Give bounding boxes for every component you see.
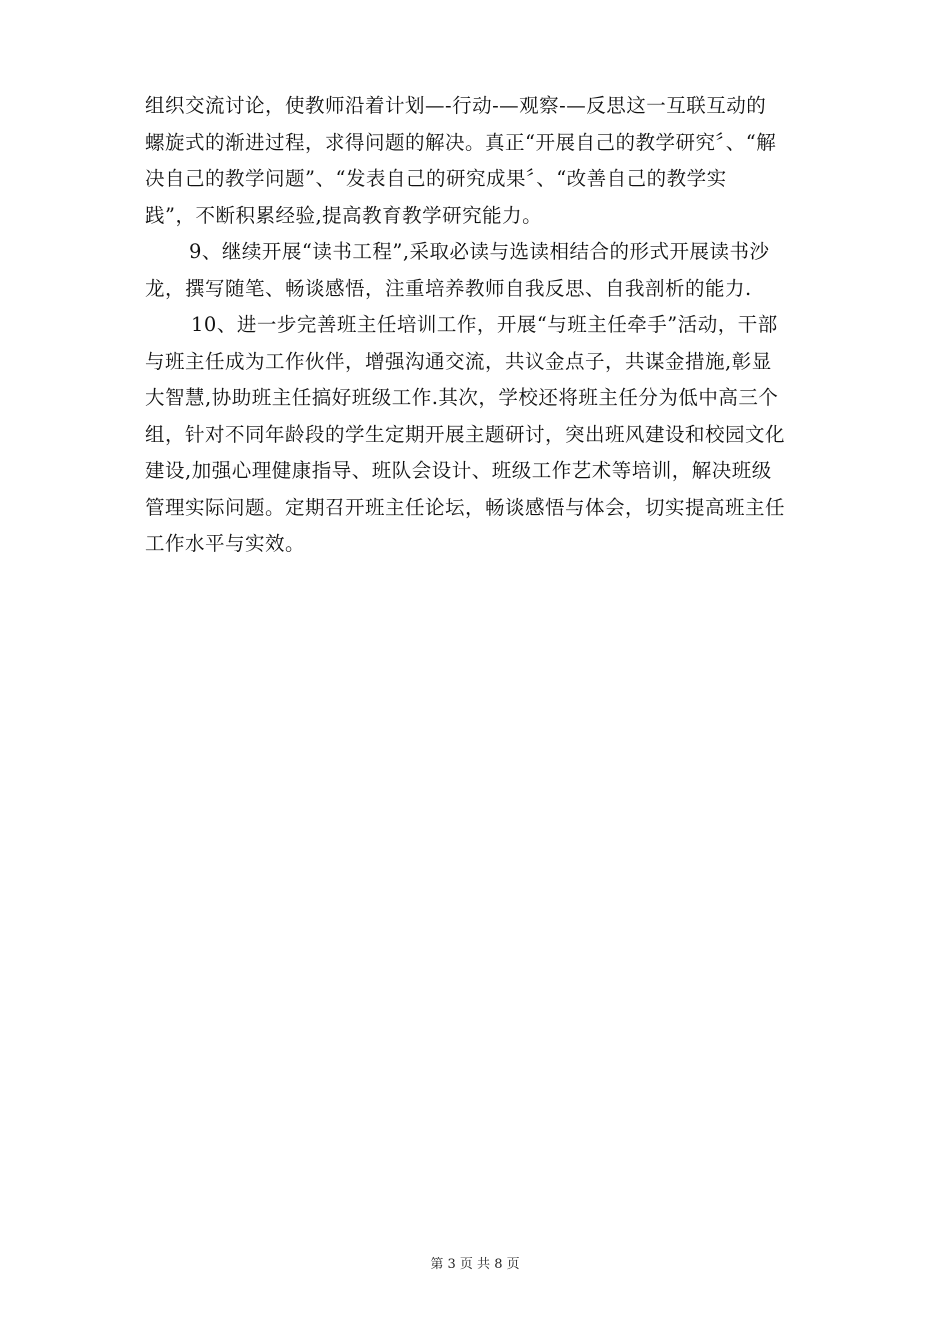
text-line: 组织交流讨论，使教师沿着计划—-行动-—观察-—反思这一互联互动的: [145, 94, 767, 117]
text-line: 与班主任成为工作伙伴，增强沟通交流，共议金点子，共谋金措施,彰显: [145, 349, 772, 373]
text-line: 9、继续开展“读书工程”,采取必读与选读相结合的形式开展读书沙: [189, 240, 770, 263]
paragraph-item-10: [145, 307, 809, 563]
text-line: 10、进一步完善班主任培训工作，开展“与班主任牵手”活动，干部: [191, 313, 778, 336]
text-line: 龙，撰写随笔、畅谈感悟，注重培养教师自我反思、自我剖析的能力.: [145, 276, 752, 300]
text-line: 决自己的教学问题”、“发表自己的研究成果〞、“改善自己的教学实: [145, 167, 727, 190]
text-line: 践”，不断积累经验,提高教育教学研究能力。: [145, 203, 543, 227]
document-body: [145, 88, 809, 563]
paragraph-item-9: [145, 234, 809, 307]
text-line: 螺旋式的渐进过程，求得问题的解决。真正“开展自己的教学研究〞、“解: [145, 130, 777, 154]
text-line: 管理实际问题。定期召开班主任论坛，畅谈感悟与体会，切实提高班主任: [145, 495, 786, 519]
text-line: 建设,加强心理健康指导、班队会设计、班级工作艺术等培训，解决班级: [145, 459, 772, 482]
paragraph-continuation: [145, 88, 809, 234]
text-line: 大智慧,协助班主任搞好班级工作.其次，学校还将班主任分为低中高三个: [145, 386, 779, 409]
text-line: 组，针对不同年龄段的学生定期开展主题研讨，突出班风建设和校园文化: [145, 422, 786, 446]
text-line: 工作水平与实效。: [145, 532, 306, 555]
page-number-footer: 第 3 页 共 8 页: [430, 1257, 520, 1272]
